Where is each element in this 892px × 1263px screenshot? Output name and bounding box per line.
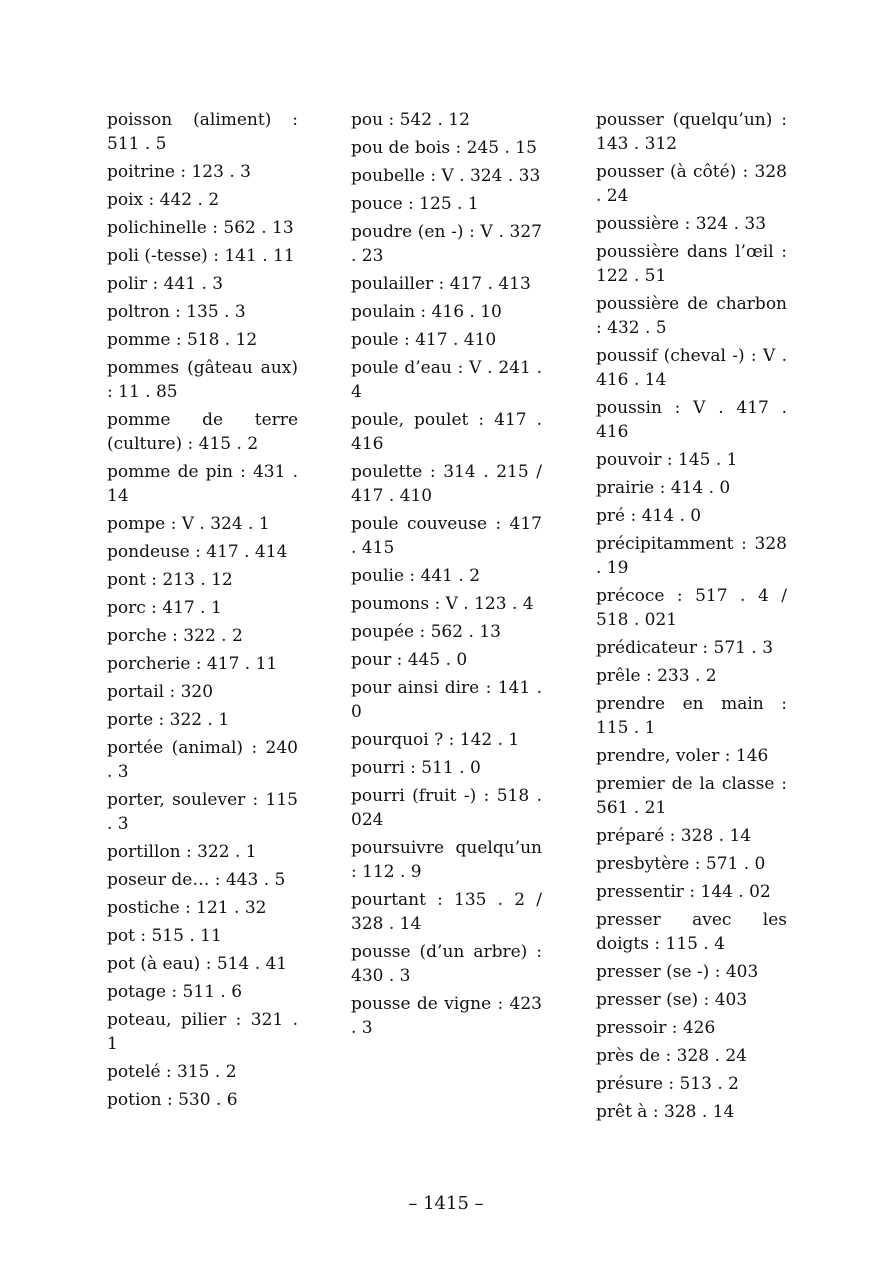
index-entry: poubelle : V . 324 . 33 bbox=[351, 166, 541, 186]
index-entry: portée (animal) : 240 . 3 bbox=[107, 738, 298, 782]
index-entry: pousse de vigne : 423 . 3 bbox=[351, 994, 542, 1038]
index-entry: poteau, pilier : 321 . 1 bbox=[107, 1010, 298, 1054]
index-entry: presbytère : 571 . 0 bbox=[596, 854, 766, 874]
index-entry: précoce : 517 . 4 / 518 . 021 bbox=[596, 586, 787, 630]
index-entry: poursuivre quelqu’un : 112 . 9 bbox=[351, 838, 542, 882]
index-entry: postiche : 121 . 32 bbox=[107, 898, 267, 918]
index-entry: portillon : 322 . 1 bbox=[107, 842, 257, 862]
index-entry: pousser (quelqu’un) : 143 . 312 bbox=[596, 110, 787, 154]
index-entry: pont : 213 . 12 bbox=[107, 570, 233, 590]
index-entry: porte : 322 . 1 bbox=[107, 710, 230, 730]
index-entry: poli (-tesse) : 141 . 11 bbox=[107, 246, 295, 266]
index-entry: polichinelle : 562 . 13 bbox=[107, 218, 294, 238]
index-entry: pou : 542 . 12 bbox=[351, 110, 470, 130]
index-entry: porcherie : 417 . 11 bbox=[107, 654, 278, 674]
index-entry: pourri : 511 . 0 bbox=[351, 758, 481, 778]
index-entry: pressentir : 144 . 02 bbox=[596, 882, 771, 902]
index-column-2 bbox=[351, 108, 542, 1044]
index-entry: pour ainsi dire : 141 . 0 bbox=[351, 678, 542, 722]
index-entry: poussière de charbon : 432 . 5 bbox=[596, 294, 787, 338]
index-entry: pot (à eau) : 514 . 41 bbox=[107, 954, 288, 974]
index-entry: poltron : 135 . 3 bbox=[107, 302, 246, 322]
index-entry: prêt à : 328 . 14 bbox=[596, 1102, 735, 1122]
index-entry: poseur de… : 443 . 5 bbox=[107, 870, 286, 890]
index-entry: poulain : 416 . 10 bbox=[351, 302, 502, 322]
index-entry: près de : 328 . 24 bbox=[596, 1046, 747, 1066]
index-entry: pot : 515 . 11 bbox=[107, 926, 222, 946]
index-entry: poussin : V . 417 . 416 bbox=[596, 398, 787, 442]
index-entry: préparé : 328 . 14 bbox=[596, 826, 752, 846]
index-entry: poule, poulet : 417 . 416 bbox=[351, 410, 542, 454]
index-entry: poussière : 324 . 33 bbox=[596, 214, 767, 234]
index-entry: pomme de pin : 431 . 14 bbox=[107, 462, 298, 506]
index-column-3 bbox=[596, 108, 787, 1128]
page-number: – 1415 – bbox=[408, 1193, 484, 1214]
index-entry: poitrine : 123 . 3 bbox=[107, 162, 251, 182]
index-entry: premier de la classe : 561 . 21 bbox=[596, 774, 787, 818]
index-entry: poule : 417 . 410 bbox=[351, 330, 497, 350]
index-entry: pouvoir : 145 . 1 bbox=[596, 450, 738, 470]
index-entry: poulette : 314 . 215 / 417 . 410 bbox=[351, 462, 542, 506]
index-entry: pré : 414 . 0 bbox=[596, 506, 702, 526]
index-entry: prendre, voler : 146 bbox=[596, 746, 769, 766]
index-entry: pousser (à côté) : 328 . 24 bbox=[596, 162, 787, 206]
index-entry: poussière dans l’œil : 122 . 51 bbox=[596, 242, 787, 286]
index-entry: poisson (aliment) : 511 . 5 bbox=[107, 110, 298, 154]
index-entry: poule d’eau : V . 241 . 4 bbox=[351, 358, 542, 402]
index-entry: pomme de terre (culture) : 415 . 2 bbox=[107, 410, 298, 454]
index-entry: potelé : 315 . 2 bbox=[107, 1062, 237, 1082]
index-entry: prêle : 233 . 2 bbox=[596, 666, 717, 686]
index-entry: poulailler : 417 . 413 bbox=[351, 274, 531, 294]
index-entry: poussif (cheval -) : V . 416 . 14 bbox=[596, 346, 787, 390]
index-entry: prairie : 414 . 0 bbox=[596, 478, 731, 498]
index-entry: pourtant : 135 . 2 / 328 . 14 bbox=[351, 890, 542, 934]
index-entry: poule couveuse : 417 . 415 bbox=[351, 514, 542, 558]
index-entry: précipitamment : 328 . 19 bbox=[596, 534, 787, 578]
index-entry: poix : 442 . 2 bbox=[107, 190, 220, 210]
index-entry: presser (se -) : 403 bbox=[596, 962, 759, 982]
index-entry: porter, soulever : 115 . 3 bbox=[107, 790, 298, 834]
index-entry: poudre (en -) : V . 327 . 23 bbox=[351, 222, 542, 266]
index-entry: pompe : V . 324 . 1 bbox=[107, 514, 270, 534]
index-entry: pommes (gâteau aux) : 11 . 85 bbox=[107, 358, 298, 402]
index-entry: pressoir : 426 bbox=[596, 1018, 716, 1038]
index-entry: presser avec les doigts : 115 . 4 bbox=[596, 910, 787, 954]
index-entry: prendre en main : 115 . 1 bbox=[596, 694, 787, 738]
index-entry: pou de bois : 245 . 15 bbox=[351, 138, 537, 158]
index-entry: polir : 441 . 3 bbox=[107, 274, 224, 294]
index-entry: pondeuse : 417 . 414 bbox=[107, 542, 288, 562]
index-entry: porche : 322 . 2 bbox=[107, 626, 243, 646]
index-entry: pomme : 518 . 12 bbox=[107, 330, 258, 350]
index-entry: pousse (d’un arbre) : 430 . 3 bbox=[351, 942, 542, 986]
index-entry: présure : 513 . 2 bbox=[596, 1074, 739, 1094]
index-entry: pouce : 125 . 1 bbox=[351, 194, 479, 214]
index-entry: poupée : 562 . 13 bbox=[351, 622, 501, 642]
index-entry: pourri (fruit -) : 518 . 024 bbox=[351, 786, 542, 830]
index-entry: poumons : V . 123 . 4 bbox=[351, 594, 534, 614]
index-column-1 bbox=[107, 108, 298, 1116]
index-entry: prédicateur : 571 . 3 bbox=[596, 638, 774, 658]
index-entry: presser (se) : 403 bbox=[596, 990, 748, 1010]
index-entry: potage : 511 . 6 bbox=[107, 982, 243, 1002]
index-entry: pourquoi ? : 142 . 1 bbox=[351, 730, 520, 750]
index-entry: portail : 320 bbox=[107, 682, 214, 702]
index-entry: poulie : 441 . 2 bbox=[351, 566, 481, 586]
index-entry: pour : 445 . 0 bbox=[351, 650, 468, 670]
index-entry: potion : 530 . 6 bbox=[107, 1090, 238, 1110]
index-entry: porc : 417 . 1 bbox=[107, 598, 222, 618]
